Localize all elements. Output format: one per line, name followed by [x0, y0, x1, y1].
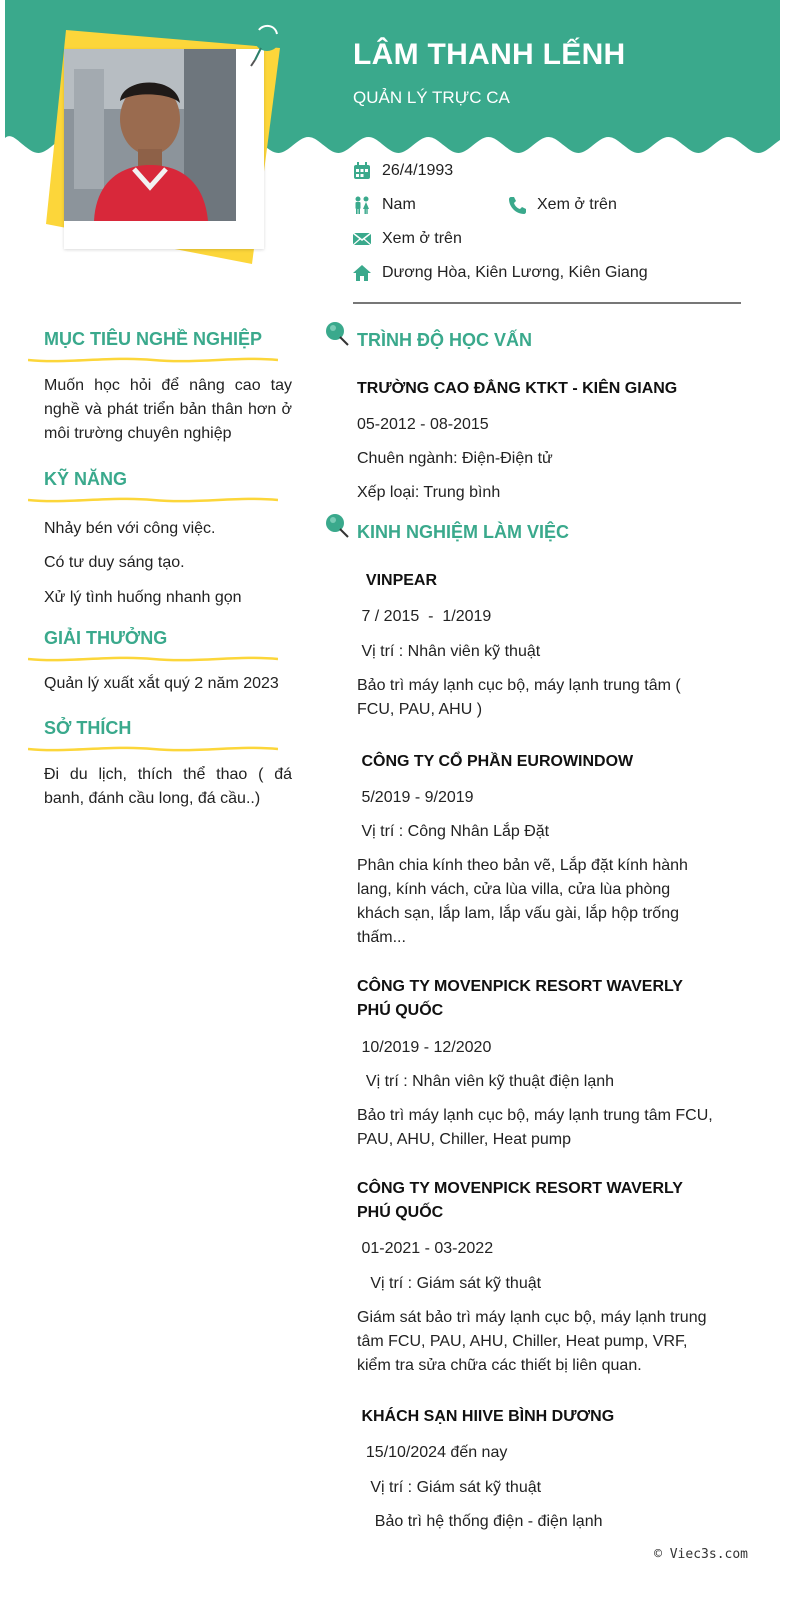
- candidate-name: LÂM THANH LẾNH: [353, 38, 626, 71]
- job-company: KHÁCH SẠN HIIVE BÌNH DƯƠNG: [357, 1408, 615, 1425]
- job-company: CÔNG TY CỔ PHẦN EUROWINDOW: [357, 753, 634, 770]
- home-icon: [353, 264, 371, 282]
- awards-text: Quản lý xuất xắt quý 2 năm 2023: [44, 675, 279, 692]
- education-period: 05-2012 - 08-2015: [357, 416, 489, 433]
- education-rank: Xếp loại: Trung bình: [357, 484, 501, 501]
- job-period: 5/2019 - 9/2019: [357, 789, 474, 806]
- pushpin-icon: [245, 22, 285, 68]
- objective-underline: [28, 355, 278, 365]
- job-description: Giám sát bảo trì máy lạnh cục bộ, máy lạnh trung tâm FCU, PAU, AHU, Chiller, Heat pump, VRF, kiểm tra sửa chữa các thiết bị liên quan.: [357, 1309, 707, 1374]
- birthday-value: 26/4/1993: [382, 162, 454, 179]
- calendar-icon: [353, 162, 371, 180]
- skills-underline: [28, 495, 278, 505]
- job-period: 15/10/2024 đến nay: [357, 1444, 508, 1461]
- gender-value: Nam: [382, 196, 416, 213]
- job-position: Vị trí : Nhân viên kỹ thuật điện lạnh: [357, 1073, 615, 1090]
- email-value: Xem ở trên: [382, 230, 462, 247]
- skill-item: Xử lý tình huống nhanh gọn: [44, 589, 242, 606]
- hobbies-underline: [28, 744, 278, 754]
- email-icon: [353, 230, 371, 248]
- job-position: Vị trí : Công Nhân Lắp Đặt: [357, 823, 550, 840]
- candidate-role: QUẢN LÝ TRỰC CA: [353, 88, 510, 107]
- hobbies-text: Đi du lịch, thích thể thao ( đá banh, đánh cầu long, đá cầu..): [44, 766, 292, 807]
- hobbies-title: SỞ THÍCH: [44, 718, 132, 738]
- education-title: TRÌNH ĐỘ HỌC VẤN: [357, 330, 532, 350]
- job-period: 10/2019 - 12/2020: [357, 1039, 492, 1056]
- awards-title: GIẢI THƯỞNG: [44, 628, 168, 648]
- school-name: TRƯỜNG CAO ĐẲNG KTKT - KIÊN GIANG: [357, 380, 678, 397]
- avatar: [64, 49, 236, 221]
- job-description: Phân chia kính theo bản vẽ, Lắp đặt kính hành lang, kính vách, cửa lùa villa, cửa lùa phòng khách sạn, lắp lam, lắp vấu gài, lắp hộp trống thấm...: [357, 857, 688, 946]
- info-phone: [508, 196, 617, 214]
- job-period: 7 / 2015 - 1/2019: [357, 608, 492, 625]
- skill-item: Nhảy bén với công việc.: [44, 520, 216, 537]
- job-company: CÔNG TY MOVENPICK RESORT WAVERLY PHÚ QUỐC: [357, 978, 683, 1019]
- watermark: © Viec3s.com: [654, 1547, 748, 1562]
- header-divider: [353, 302, 741, 304]
- photo-frame: [64, 49, 264, 249]
- phone-value: Xem ở trên: [537, 196, 617, 213]
- objective-text: Muốn học hỏi để nâng cao tay nghề và phát triển bản thân hơn ở môi trường chuyên nghiệp: [44, 377, 292, 442]
- info-gender: [353, 196, 416, 214]
- address-value: Dương Hòa, Kiên Lương, Kiên Giang: [382, 264, 648, 281]
- job-description: Bảo trì máy lạnh cục bộ, máy lạnh trung tâm ( FCU, PAU, AHU ): [357, 677, 681, 718]
- objective-title: MỤC TIÊU NGHỀ NGHIỆP: [44, 329, 263, 349]
- awards-underline: [28, 654, 278, 664]
- job-period: 01-2021 - 03-2022: [357, 1240, 494, 1257]
- info-email: [353, 230, 462, 248]
- skills-title: KỸ NĂNG: [44, 469, 128, 489]
- skill-item: Có tư duy sáng tạo.: [44, 554, 185, 571]
- gender-icon: [353, 196, 371, 214]
- job-description: Bảo trì hệ thống điện - điện lạnh: [357, 1513, 603, 1530]
- job-position: Vị trí : Giám sát kỹ thuật: [357, 1275, 542, 1292]
- pushpin-icon: [323, 512, 351, 540]
- job-company: CÔNG TY MOVENPICK RESORT WAVERLY PHÚ QUỐC: [357, 1180, 683, 1221]
- job-position: Vị trí : Giám sát kỹ thuật: [357, 1479, 542, 1496]
- info-birthday: [353, 162, 453, 180]
- experience-title: KINH NGHIỆM LÀM VIỆC: [357, 522, 570, 542]
- pushpin-icon: [323, 320, 351, 348]
- job-description: Bảo trì máy lạnh cục bộ, máy lạnh trung tâm FCU, PAU, AHU, Chiller, Heat pump: [357, 1107, 713, 1148]
- job-position: Vị trí : Nhân viên kỹ thuật: [357, 643, 541, 660]
- job-company: VINPEAR: [357, 572, 438, 589]
- info-address: [353, 264, 648, 282]
- phone-icon: [508, 196, 526, 214]
- education-major: Chuên ngành: Điện-Điện tử: [357, 450, 553, 467]
